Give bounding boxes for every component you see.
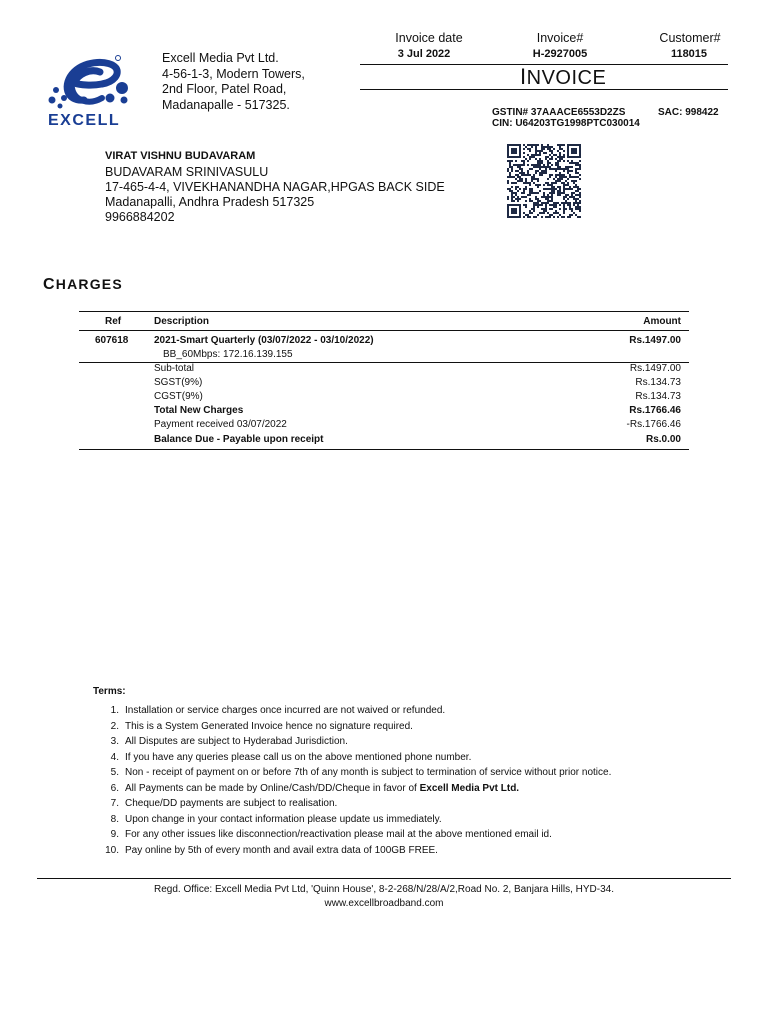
customer-phone: 9966884202 bbox=[105, 210, 175, 224]
company-address-line: Madanapalle - 517325. bbox=[162, 97, 290, 112]
company-address-line: 4-56-1-3, Modern Towers, bbox=[162, 66, 305, 81]
invoice-title bbox=[520, 64, 606, 90]
cgst-amount: Rs.134.73 bbox=[635, 391, 681, 402]
invoice-number-value: H-2927005 bbox=[532, 48, 588, 60]
term-text: Pay online by 5th of every month and avail extra data of 100GB FREE. bbox=[125, 844, 438, 856]
total-new-charges-amount: Rs.1766.46 bbox=[629, 405, 681, 416]
item-description: 2021-Smart Quarterly (03/07/2022 - 03/10/2022) bbox=[154, 335, 374, 346]
terms-title: Terms: bbox=[93, 686, 126, 697]
invoice-date-value: 3 Jul 2022 bbox=[397, 48, 451, 60]
qr-code-icon bbox=[507, 144, 581, 218]
cgst-label: CGST(9%) bbox=[154, 391, 203, 402]
cin: CIN: U64203TG1998PTC030014 bbox=[492, 118, 640, 129]
item-amount: Rs.1497.00 bbox=[629, 335, 681, 346]
payment-received-amount: -Rs.1766.46 bbox=[626, 419, 681, 430]
column-header-description: Description bbox=[154, 316, 210, 327]
term-favor-of: Excell Media Pvt Ltd. bbox=[419, 782, 520, 794]
invoice-date-label: Invoice date bbox=[395, 31, 463, 45]
gstin: GSTIN# 37AAACE6553D2ZS bbox=[492, 107, 626, 118]
subtotal-amount: Rs.1497.00 bbox=[629, 363, 681, 374]
customer-address-line: 17-465-4-4, VIVEKHANANDHA NAGAR,HPGAS BACK SIDE bbox=[105, 180, 445, 194]
term-text: Installation or service charges once incurred are not waived or refunded. bbox=[125, 705, 446, 716]
charges-heading bbox=[43, 276, 123, 294]
website-link[interactable]: www.excellbroadband.com bbox=[324, 898, 444, 909]
table-rule bbox=[79, 330, 689, 331]
term-text: Cheque/DD payments are subject to realisation. bbox=[125, 798, 338, 809]
term-text: If you have any queries please call us on the above mentioned phone number. bbox=[125, 751, 472, 763]
footer-divider bbox=[37, 878, 731, 879]
invoice-number-label: Invoice# bbox=[536, 31, 584, 45]
registered-office: Regd. Office: Excell Media Pvt Ltd, 'Quinn House', 8-2-268/N/28/A/2,Road No. 2, Banjara Hills, HYD-34. bbox=[154, 884, 614, 895]
company-address bbox=[162, 51, 305, 113]
sgst-amount: Rs.134.73 bbox=[635, 377, 681, 388]
term-text: All Disputes are subject to Hyderabad Jurisdiction. bbox=[125, 736, 348, 747]
customer-name: VIRAT VISHNU BUDAVARAM bbox=[105, 150, 256, 162]
customer-address bbox=[105, 149, 445, 225]
customer-address-line: BUDAVARAM SRINIVASULU bbox=[105, 165, 269, 179]
term-text bbox=[125, 783, 519, 794]
balance-due-label: Balance Due - Payable upon receipt bbox=[154, 434, 324, 445]
column-header-ref: Ref bbox=[105, 316, 122, 327]
balance-due-amount: Rs.0.00 bbox=[645, 434, 681, 445]
item-detail: BB_60Mbps: 172.16.139.155 bbox=[163, 349, 293, 360]
charges-heading-initial: C bbox=[43, 276, 56, 293]
invoice-title-initial: I bbox=[520, 64, 527, 89]
sgst-label: SGST(9%) bbox=[154, 377, 203, 388]
customer-address-line: Madanapalli, Andhra Pradesh 517325 bbox=[105, 195, 315, 209]
term-text: Non - receipt of payment on or before 7th of any month is subject to termination of service without prior notice. bbox=[125, 767, 612, 778]
total-new-charges-label: Total New Charges bbox=[154, 405, 244, 416]
table-rule bbox=[79, 449, 689, 450]
charges-heading-rest: HARGES bbox=[55, 276, 123, 292]
sac-code: SAC: 998422 bbox=[658, 107, 719, 118]
table-rule bbox=[79, 311, 689, 312]
item-ref: 607618 bbox=[95, 335, 129, 346]
term-text: Upon change in your contact information please update us immediately. bbox=[125, 813, 442, 825]
column-header-amount: Amount bbox=[643, 316, 681, 327]
logo-wordmark: EXCELL bbox=[48, 112, 121, 129]
subtotal-label: Sub-total bbox=[154, 363, 195, 374]
payment-received-label: Payment received 03/07/2022 bbox=[154, 419, 287, 430]
company-name: Excell Media Pvt Ltd. bbox=[162, 51, 279, 65]
term-text: This is a System Generated Invoice hence no signature required. bbox=[125, 720, 413, 732]
invoice-title-rest: NVOICE bbox=[526, 67, 607, 89]
term-text: For any other issues like disconnection/reactivation please mail at the above mentioned email id. bbox=[125, 829, 552, 840]
header-divider bbox=[360, 89, 728, 90]
customer-number-value: 118015 bbox=[670, 48, 708, 60]
company-address-line: 2nd Floor, Patel Road, bbox=[162, 82, 287, 96]
customer-number-label: Customer# bbox=[659, 31, 721, 45]
term-text-part: All Payments can be made by Online/Cash/DD/Cheque in favor of bbox=[125, 782, 417, 794]
